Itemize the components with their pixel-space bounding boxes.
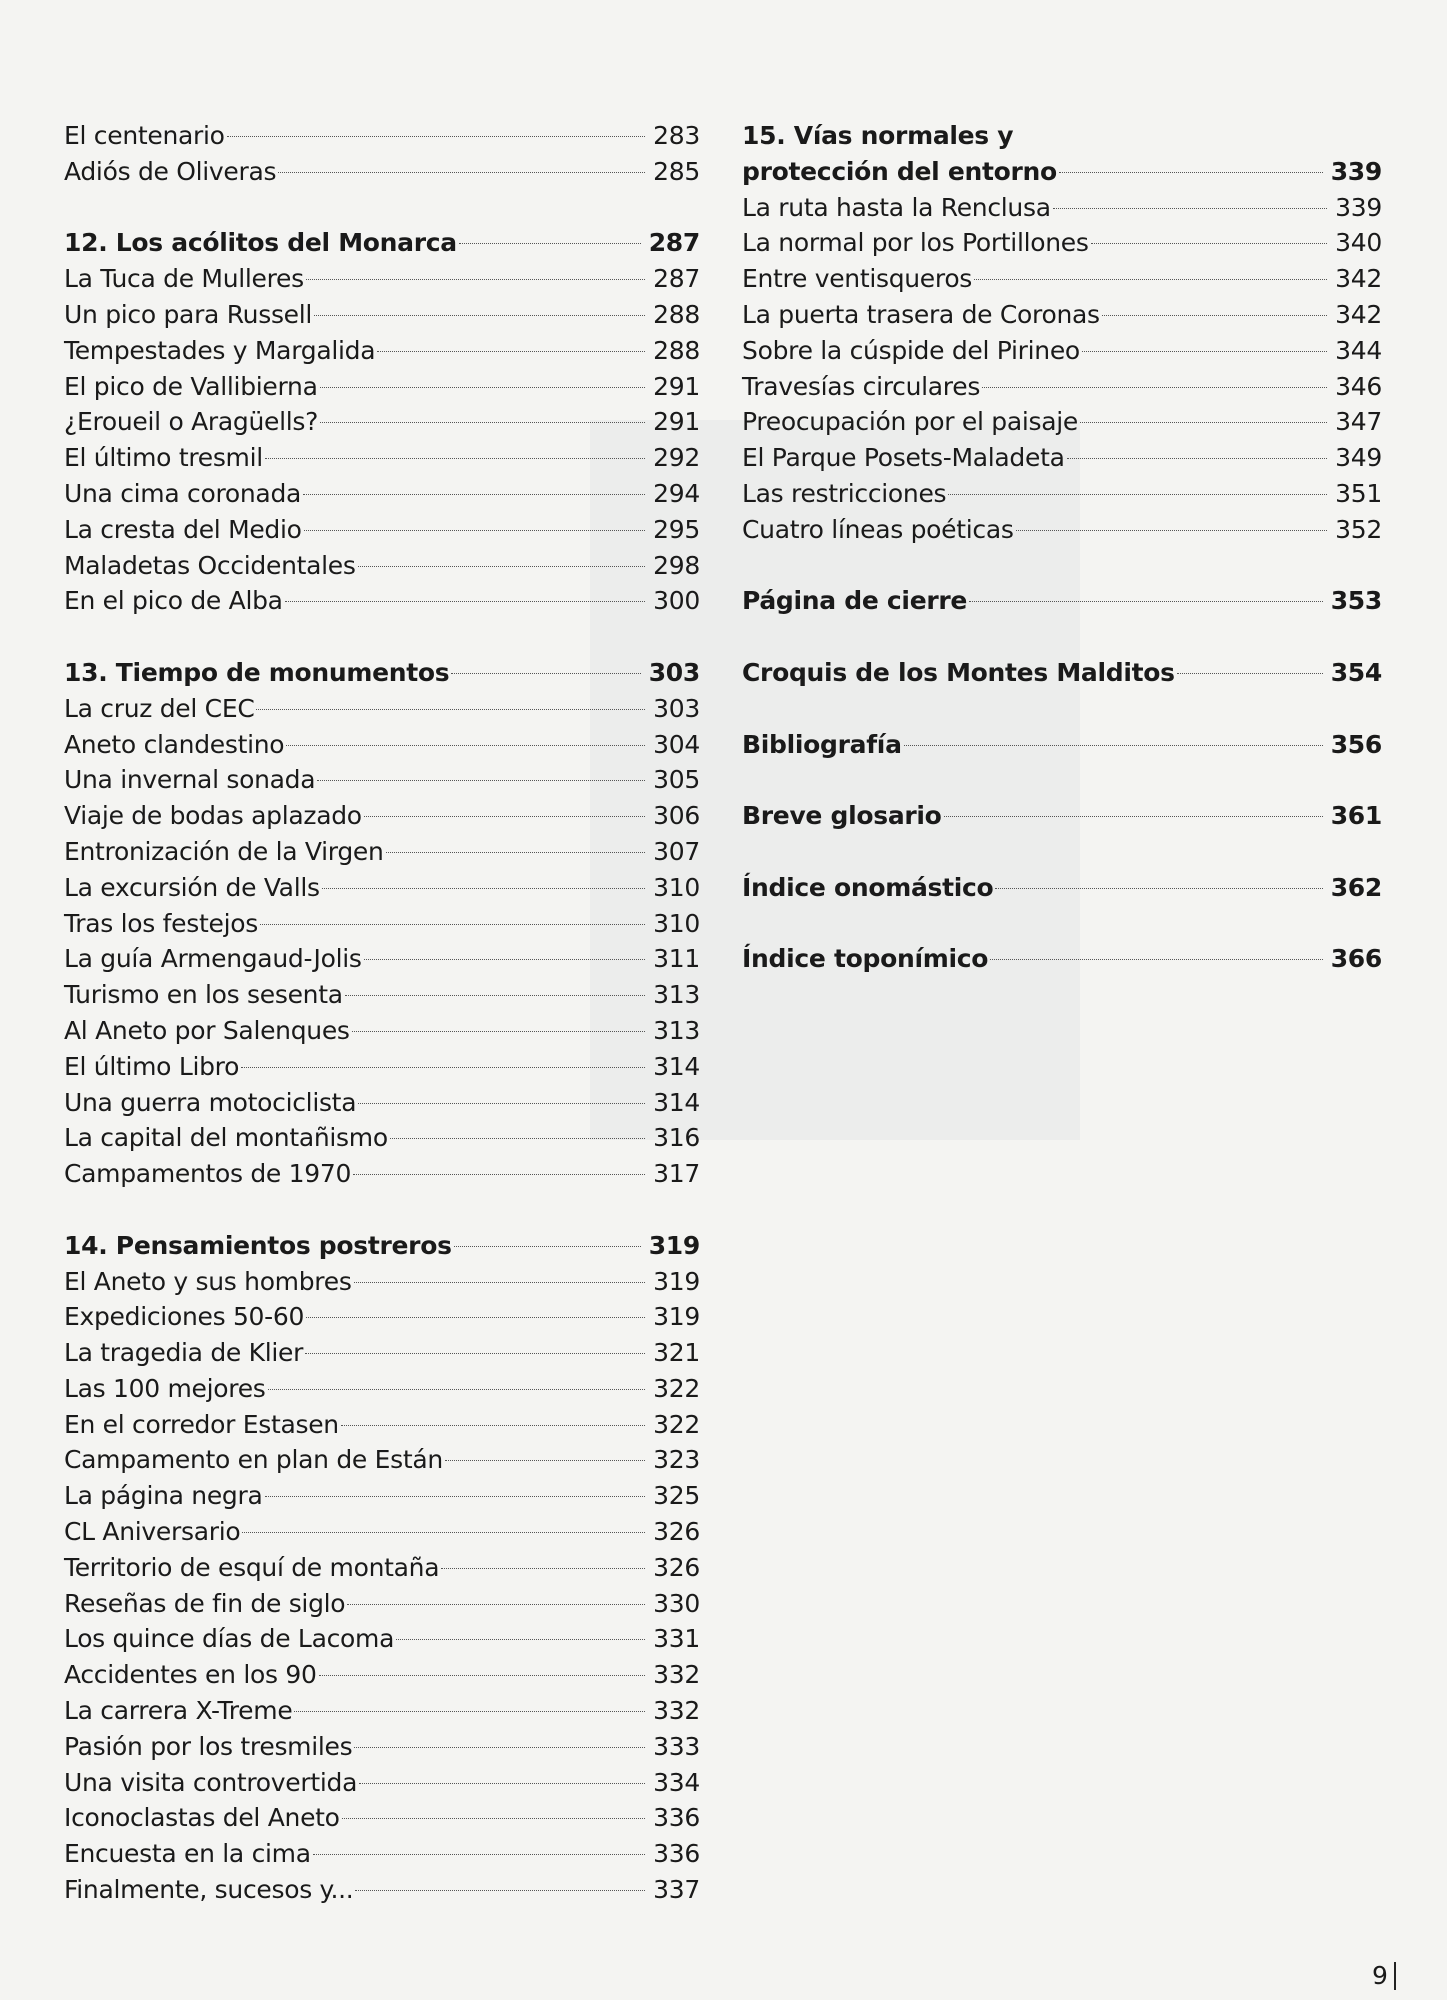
dot-leader bbox=[313, 1854, 645, 1855]
toc-entry bbox=[64, 261, 700, 297]
toc-entry bbox=[742, 261, 1382, 297]
toc-entry-title: Entre ventisqueros bbox=[742, 264, 973, 294]
toc-column-left bbox=[64, 118, 700, 1908]
toc-entry bbox=[64, 548, 700, 584]
dot-leader bbox=[354, 1747, 645, 1748]
toc-entry-page: 362 bbox=[1330, 872, 1382, 902]
dot-leader bbox=[1067, 458, 1328, 459]
toc-entry-page: 340 bbox=[1335, 228, 1382, 258]
toc-entry-page: 331 bbox=[653, 1624, 700, 1654]
section-gap bbox=[742, 762, 1382, 798]
toc-chapter bbox=[742, 941, 1382, 977]
toc-entry-title: La puerta trasera de Coronas bbox=[742, 299, 1100, 329]
toc-entry bbox=[64, 1299, 700, 1335]
dot-leader bbox=[304, 530, 646, 531]
dot-leader bbox=[265, 1496, 646, 1497]
toc-entry-title: Índice toponímico bbox=[742, 944, 989, 974]
toc-entry bbox=[742, 404, 1382, 440]
toc-entry-page: 310 bbox=[653, 908, 700, 938]
dot-leader bbox=[364, 816, 645, 817]
dot-leader bbox=[256, 709, 645, 710]
toc-entry-page: 346 bbox=[1335, 371, 1382, 401]
toc-entry-title: Entronización de la Virgen bbox=[64, 836, 384, 866]
dot-leader bbox=[285, 601, 645, 602]
toc-entry bbox=[64, 727, 700, 763]
toc-entry-title: Una invernal sonada bbox=[64, 765, 316, 795]
toc-entry-title: Travesías circulares bbox=[742, 371, 981, 401]
dot-leader bbox=[319, 1675, 646, 1676]
section-gap bbox=[742, 834, 1382, 870]
toc-chapter bbox=[64, 655, 700, 691]
toc-entry-page: 339 bbox=[1330, 156, 1382, 186]
toc-entry bbox=[64, 1872, 700, 1908]
toc-entry bbox=[64, 583, 700, 619]
toc-entry-title: Página de cierre bbox=[742, 586, 968, 616]
toc-entry bbox=[64, 1478, 700, 1514]
toc-entry-title: El último tresmil bbox=[64, 443, 263, 473]
toc-entry-page: 326 bbox=[653, 1552, 700, 1582]
toc-entry bbox=[64, 1729, 700, 1765]
toc-entry bbox=[64, 512, 700, 548]
toc-entry bbox=[742, 512, 1382, 548]
dot-leader bbox=[454, 1246, 641, 1247]
dot-leader bbox=[1082, 351, 1327, 352]
toc-entry-title: 13. Tiempo de monumentos bbox=[64, 657, 450, 687]
dot-leader bbox=[969, 601, 1323, 602]
toc-entry-page: 336 bbox=[653, 1803, 700, 1833]
toc-entry-page: 322 bbox=[653, 1373, 700, 1403]
toc-entry-title: Turismo en los sesenta bbox=[64, 980, 343, 1010]
toc-entry-title: Expediciones 50-60 bbox=[64, 1302, 305, 1332]
toc-entry bbox=[64, 1693, 700, 1729]
toc-entry-title: Un pico para Russell bbox=[64, 299, 313, 329]
toc-entry-page: 291 bbox=[653, 407, 700, 437]
dot-leader bbox=[451, 673, 640, 674]
dot-leader bbox=[1102, 315, 1327, 316]
dot-leader bbox=[303, 494, 645, 495]
dot-leader bbox=[904, 745, 1323, 746]
toc-entry bbox=[742, 190, 1382, 226]
toc-entry-page: 317 bbox=[653, 1159, 700, 1189]
toc-entry-page: 351 bbox=[1335, 478, 1382, 508]
toc-entry-title: La carrera X-Treme bbox=[64, 1696, 293, 1726]
toc-entry bbox=[64, 1264, 700, 1300]
toc-entry-title: La Tuca de Mulleres bbox=[64, 264, 304, 294]
dot-leader bbox=[355, 1890, 645, 1891]
dot-leader bbox=[294, 1711, 645, 1712]
dot-leader bbox=[982, 387, 1327, 388]
toc-entry bbox=[64, 1550, 700, 1586]
toc-entry bbox=[742, 369, 1382, 405]
toc-entry-page: 334 bbox=[653, 1767, 700, 1797]
toc-entry bbox=[742, 225, 1382, 261]
dot-leader bbox=[320, 387, 646, 388]
toc-entry-page: 316 bbox=[653, 1123, 700, 1153]
toc-entry bbox=[64, 1514, 700, 1550]
toc-entry-title: Las restricciones bbox=[742, 478, 947, 508]
toc-entry-page: 311 bbox=[653, 944, 700, 974]
dot-leader bbox=[353, 1174, 645, 1175]
toc-entry bbox=[64, 1586, 700, 1622]
dot-leader bbox=[1177, 673, 1323, 674]
toc-entry-title: Una cima coronada bbox=[64, 478, 302, 508]
toc-entry-page: 333 bbox=[653, 1731, 700, 1761]
dot-leader bbox=[268, 1389, 646, 1390]
toc-entry-title: Campamento en plan de Están bbox=[64, 1445, 443, 1475]
section-gap bbox=[64, 619, 700, 655]
toc-entry-title: Preocupación por el paisaje bbox=[742, 407, 1078, 437]
toc-entry-page: 332 bbox=[653, 1696, 700, 1726]
toc-entry bbox=[742, 333, 1382, 369]
toc-entry-page: 295 bbox=[653, 514, 700, 544]
toc-entry-title: CL Aniversario bbox=[64, 1517, 241, 1547]
toc-entry bbox=[64, 1371, 700, 1407]
dot-leader bbox=[265, 458, 645, 459]
dot-leader bbox=[358, 1103, 645, 1104]
dot-leader bbox=[364, 959, 646, 960]
toc-entry-page: 304 bbox=[653, 729, 700, 759]
toc-entry-page: 306 bbox=[653, 801, 700, 831]
dot-leader bbox=[306, 279, 645, 280]
toc-entry-title: Las 100 mejores bbox=[64, 1373, 266, 1403]
dot-leader bbox=[317, 780, 645, 781]
toc-entry-title: Los quince días de Lacoma bbox=[64, 1624, 395, 1654]
toc-entry-page: 287 bbox=[648, 228, 700, 258]
toc-entry-title: Pasión por los tresmiles bbox=[64, 1731, 353, 1761]
toc-entry bbox=[64, 1120, 700, 1156]
toc-entry-page: 313 bbox=[653, 1015, 700, 1045]
toc-chapter bbox=[742, 154, 1382, 190]
dot-leader bbox=[995, 888, 1322, 889]
toc-entry-title: Una guerra motociclista bbox=[64, 1087, 357, 1117]
toc-entry bbox=[64, 870, 700, 906]
dot-leader bbox=[320, 422, 645, 423]
toc-entry-title: protección del entorno bbox=[742, 156, 1057, 186]
dot-leader bbox=[241, 1067, 645, 1068]
toc-entry-title: Viaje de bodas aplazado bbox=[64, 801, 362, 831]
dot-leader bbox=[944, 816, 1323, 817]
dot-leader bbox=[341, 1425, 645, 1426]
dot-leader bbox=[1091, 243, 1328, 244]
toc-entry-title: Adiós de Oliveras bbox=[64, 156, 277, 186]
dot-leader bbox=[948, 494, 1327, 495]
toc-entry-page: 337 bbox=[653, 1875, 700, 1905]
toc-entry-page: 319 bbox=[653, 1266, 700, 1296]
toc-entry-page: 291 bbox=[653, 371, 700, 401]
toc-entry bbox=[64, 834, 700, 870]
toc-entry bbox=[64, 1049, 700, 1085]
dot-leader bbox=[242, 1532, 645, 1533]
toc-entry-page: 321 bbox=[653, 1338, 700, 1368]
toc-chapter bbox=[742, 870, 1382, 906]
toc-entry-title: 14. Pensamientos postreros bbox=[64, 1230, 452, 1260]
toc-column-right bbox=[742, 118, 1382, 977]
toc-entry-page: 330 bbox=[653, 1588, 700, 1618]
dot-leader bbox=[347, 1604, 645, 1605]
toc-entry-title: La ruta hasta la Renclusa bbox=[742, 192, 1051, 222]
section-gap bbox=[742, 619, 1382, 655]
dot-leader bbox=[359, 1783, 645, 1784]
toc-chapter bbox=[742, 583, 1382, 619]
toc-entry-title: Una visita controvertida bbox=[64, 1767, 358, 1797]
toc-entry-title: El centenario bbox=[64, 121, 225, 150]
toc-entry bbox=[64, 154, 700, 190]
section-gap bbox=[742, 548, 1382, 584]
toc-entry-page: 336 bbox=[653, 1839, 700, 1869]
dot-leader bbox=[306, 1317, 645, 1318]
toc-entry-title: Croquis de los Montes Malditos bbox=[742, 657, 1175, 687]
toc-entry-page: 354 bbox=[1330, 657, 1382, 687]
chapter-title-line: 15. Vías normales y bbox=[742, 121, 1014, 150]
dot-leader bbox=[441, 1568, 645, 1569]
dot-leader bbox=[390, 1138, 645, 1139]
toc-entry-page: 353 bbox=[1330, 586, 1382, 616]
toc-entry bbox=[64, 404, 700, 440]
toc-entry-title: El Parque Posets-Maladeta bbox=[742, 443, 1065, 473]
toc-entry bbox=[64, 1836, 700, 1872]
toc-entry-page: 356 bbox=[1330, 729, 1382, 759]
toc-entry-page: 294 bbox=[653, 478, 700, 508]
toc-entry bbox=[64, 1621, 700, 1657]
toc-entry-title: La página negra bbox=[64, 1481, 263, 1511]
toc-entry-page: 313 bbox=[653, 980, 700, 1010]
dot-leader bbox=[227, 136, 646, 137]
dot-leader bbox=[358, 566, 646, 567]
toc-entry-title: Maladetas Occidentales bbox=[64, 550, 356, 580]
toc-entry-page: 347 bbox=[1335, 407, 1382, 437]
toc-entry-title: Bibliografía bbox=[742, 729, 902, 759]
dot-leader bbox=[352, 1031, 646, 1032]
dot-leader bbox=[990, 959, 1323, 960]
dot-leader bbox=[278, 172, 645, 173]
toc-entry-title: Cuatro líneas poéticas bbox=[742, 514, 1014, 544]
dot-leader bbox=[314, 315, 645, 316]
toc-entry-title: Encuesta en la cima bbox=[64, 1839, 311, 1869]
section-gap bbox=[64, 190, 700, 226]
toc-entry bbox=[64, 1156, 700, 1192]
toc-chapter bbox=[64, 225, 700, 261]
toc-entry-title: Tempestades y Margalida bbox=[64, 335, 376, 365]
dot-leader bbox=[345, 995, 645, 996]
dot-leader bbox=[286, 745, 645, 746]
toc-entry-title: Tras los festejos bbox=[64, 908, 258, 938]
dot-leader bbox=[260, 924, 645, 925]
toc-entry-title: La tragedia de Klier bbox=[64, 1338, 304, 1368]
dot-leader bbox=[1016, 530, 1328, 531]
toc-entry-title: La guía Armengaud-Jolis bbox=[64, 944, 362, 974]
toc-entry-page: 352 bbox=[1335, 514, 1382, 544]
toc-entry-title: En el corredor Estasen bbox=[64, 1409, 339, 1439]
toc-entry-title: Al Aneto por Salenques bbox=[64, 1015, 350, 1045]
toc-entry-page: 288 bbox=[653, 299, 700, 329]
toc-entry-title: 12. Los acólitos del Monarca bbox=[64, 228, 457, 258]
toc-entry-page: 332 bbox=[653, 1660, 700, 1690]
toc-entry-page: 319 bbox=[648, 1230, 700, 1260]
toc-chapter bbox=[64, 1228, 700, 1264]
toc-entry-page: 310 bbox=[653, 872, 700, 902]
toc-entry-page: 339 bbox=[1335, 192, 1382, 222]
toc-entry bbox=[64, 1765, 700, 1801]
toc-entry-title: La capital del montañismo bbox=[64, 1123, 388, 1153]
toc-entry-page: 322 bbox=[653, 1409, 700, 1439]
toc-entry-page: 307 bbox=[653, 836, 700, 866]
toc-entry-title: La normal por los Portillones bbox=[742, 228, 1089, 258]
toc-entry-page: 300 bbox=[653, 586, 700, 616]
toc-entry bbox=[64, 440, 700, 476]
toc-entry bbox=[742, 440, 1382, 476]
toc-entry bbox=[64, 297, 700, 333]
toc-entry bbox=[64, 798, 700, 834]
toc-entry-page: 323 bbox=[653, 1445, 700, 1475]
toc-entry bbox=[64, 1407, 700, 1443]
dot-leader bbox=[459, 243, 641, 244]
toc-entry-page: 314 bbox=[653, 1051, 700, 1081]
toc-entry-page: 285 bbox=[653, 156, 700, 186]
toc-entry-page: 349 bbox=[1335, 443, 1382, 473]
section-gap bbox=[742, 906, 1382, 942]
toc-entry-title: La cresta del Medio bbox=[64, 514, 302, 544]
toc-entry-title: Finalmente, sucesos y... bbox=[64, 1875, 354, 1905]
toc-entry bbox=[742, 476, 1382, 512]
toc-entry-title: La cruz del CEC bbox=[64, 693, 255, 723]
toc-entry-title: Índice onomástico bbox=[742, 872, 994, 902]
toc-entry-page: 361 bbox=[1330, 801, 1382, 831]
toc-entry-page: 288 bbox=[653, 335, 700, 365]
toc-entry-title: Breve glosario bbox=[742, 801, 942, 831]
dot-leader bbox=[974, 279, 1327, 280]
dot-leader bbox=[322, 888, 645, 889]
toc-entry-page: 325 bbox=[653, 1481, 700, 1511]
toc-entry-title: ¿Eroueil o Aragüells? bbox=[64, 407, 319, 437]
toc-entry-page: 303 bbox=[653, 693, 700, 723]
toc-entry-page: 303 bbox=[648, 657, 700, 687]
toc-entry bbox=[64, 1013, 700, 1049]
toc-entry-title: Sobre la cúspide del Pirineo bbox=[742, 335, 1080, 365]
toc-entry-title: Campamentos de 1970 bbox=[64, 1159, 352, 1189]
dot-leader bbox=[1080, 422, 1327, 423]
dot-leader bbox=[377, 351, 645, 352]
dot-leader bbox=[354, 1282, 646, 1283]
toc-chapter bbox=[742, 727, 1382, 763]
toc-entry-title: En el pico de Alba bbox=[64, 586, 283, 616]
toc-chapter bbox=[742, 655, 1382, 691]
toc-entry-page: 283 bbox=[653, 121, 700, 150]
toc-entry bbox=[64, 1800, 700, 1836]
toc-entry bbox=[64, 1657, 700, 1693]
dot-leader bbox=[1053, 208, 1327, 209]
section-gap bbox=[64, 1192, 700, 1228]
toc-entry bbox=[742, 297, 1382, 333]
toc-entry-title: El pico de Vallibierna bbox=[64, 371, 318, 401]
toc-entry-page: 314 bbox=[653, 1087, 700, 1117]
toc-entry-title: Territorio de esquí de montaña bbox=[64, 1552, 440, 1582]
dot-leader bbox=[305, 1353, 645, 1354]
toc-entry bbox=[64, 941, 700, 977]
dot-leader bbox=[445, 1460, 645, 1461]
toc-entry-title: Iconoclastas del Aneto bbox=[64, 1803, 340, 1833]
toc-entry-title: La excursión de Valls bbox=[64, 872, 320, 902]
toc-entry bbox=[64, 118, 700, 154]
section-gap bbox=[742, 691, 1382, 727]
toc-entry-page: 287 bbox=[653, 264, 700, 294]
toc-entry-title: Accidentes en los 90 bbox=[64, 1660, 317, 1690]
toc-entry bbox=[64, 1335, 700, 1371]
toc-entry bbox=[64, 691, 700, 727]
dot-leader bbox=[342, 1818, 646, 1819]
toc-entry-page: 326 bbox=[653, 1517, 700, 1547]
toc-entry-page: 305 bbox=[653, 765, 700, 795]
dot-leader bbox=[386, 852, 646, 853]
toc-entry bbox=[64, 977, 700, 1013]
toc-entry-page: 342 bbox=[1335, 299, 1382, 329]
toc-entry-title: Aneto clandestino bbox=[64, 729, 285, 759]
toc-entry-page: 366 bbox=[1330, 944, 1382, 974]
toc-entry-title: Reseñas de fin de siglo bbox=[64, 1588, 346, 1618]
toc-entry bbox=[64, 906, 700, 942]
toc-entry bbox=[64, 1442, 700, 1478]
toc-entry bbox=[64, 762, 700, 798]
toc-entry bbox=[64, 476, 700, 512]
toc-chapter bbox=[742, 798, 1382, 834]
toc-entry bbox=[64, 333, 700, 369]
toc-entry bbox=[64, 1085, 700, 1121]
toc-entry-title: El último Libro bbox=[64, 1051, 240, 1081]
toc-entry-page: 342 bbox=[1335, 264, 1382, 294]
dot-leader bbox=[1059, 172, 1323, 173]
toc-entry-page: 292 bbox=[653, 443, 700, 473]
toc-entry-page: 344 bbox=[1335, 335, 1382, 365]
toc-entry-page: 298 bbox=[653, 550, 700, 580]
toc-entry bbox=[64, 369, 700, 405]
toc-entry-title: El Aneto y sus hombres bbox=[64, 1266, 352, 1296]
page-number: 9 bbox=[1372, 1962, 1396, 1990]
toc-entry-page: 319 bbox=[653, 1302, 700, 1332]
dot-leader bbox=[396, 1639, 645, 1640]
